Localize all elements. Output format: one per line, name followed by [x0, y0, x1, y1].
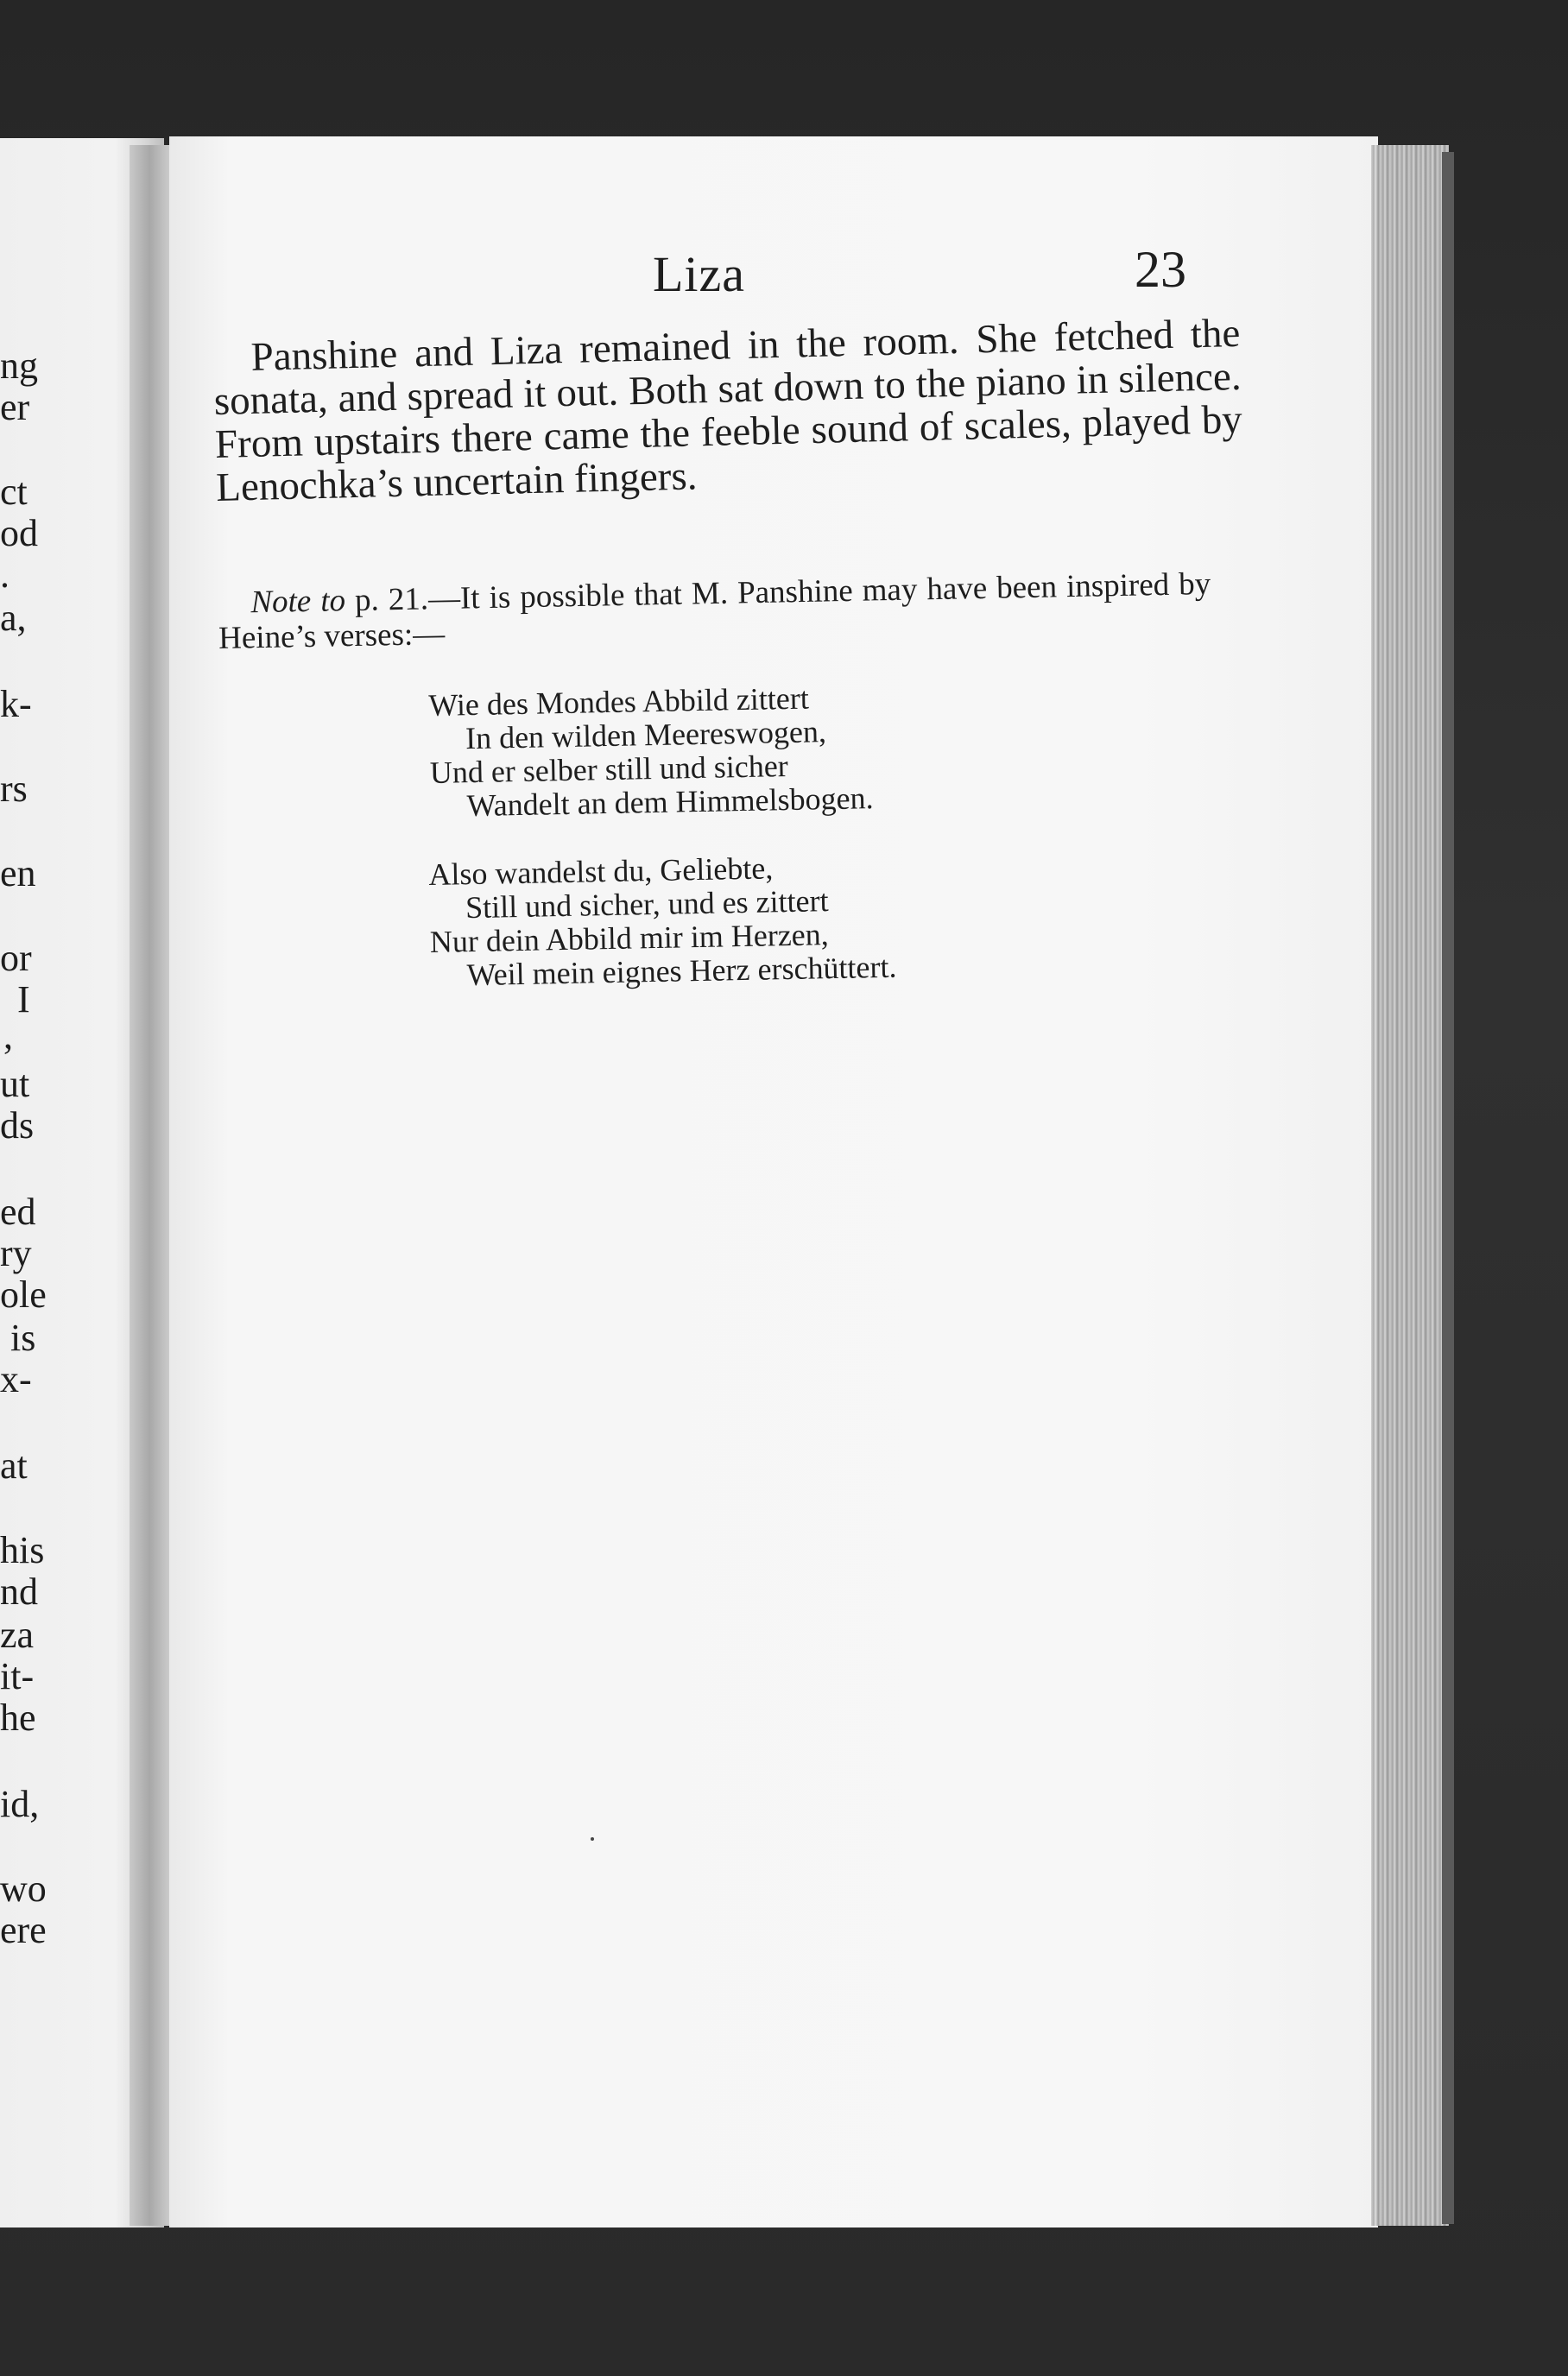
left-page-fragment: or: [0, 937, 32, 979]
verse-line: Weil mein eignes Herz erschüttert.: [466, 949, 897, 993]
left-page-fragment: he: [0, 1697, 36, 1739]
book-gutter: [130, 145, 174, 2226]
verse-line: Also wandelst du, Geliebte,: [427, 850, 774, 892]
footnote-text: p. 21.—It is possible that M. Panshine may have been inspired by Heine’s verses:—: [218, 566, 1211, 656]
left-page-fragment: en: [0, 852, 36, 894]
left-page-fragment: .: [0, 553, 9, 596]
left-page-fragment: ed: [0, 1191, 36, 1233]
left-page-fragment: is: [10, 1317, 36, 1359]
verse-stanza-2: [428, 845, 1122, 993]
left-page-fragment: ut: [0, 1063, 30, 1105]
left-page-fragment: I: [17, 978, 30, 1021]
footnote-label: Note to: [250, 583, 346, 621]
left-page-fragment: ,: [3, 1014, 13, 1057]
verse-line: Und er selber still und sicher: [429, 749, 789, 790]
left-page-fragment: a,: [0, 597, 27, 639]
verse-stanza-1: [428, 676, 1122, 824]
book-fore-edge: [1371, 145, 1449, 2226]
left-page-fragment: it-: [0, 1655, 35, 1697]
left-page-fragment: ole: [0, 1273, 47, 1316]
left-page-fragment: k-: [0, 683, 32, 725]
left-page-fragment: his: [0, 1529, 45, 1571]
left-page-fragment: x-: [0, 1358, 32, 1400]
book-edge-shadow: [1442, 152, 1454, 2224]
left-page-fragment: rs: [0, 768, 28, 810]
left-page-fragment: id,: [0, 1783, 40, 1825]
running-head: Liza: [653, 246, 746, 302]
dust-speck: [591, 1837, 594, 1841]
footnote: [218, 566, 1211, 656]
verse-line: Wie des Mondes Abbild zittert: [427, 680, 810, 723]
left-page-fragment: nd: [0, 1570, 38, 1613]
current-page: [169, 136, 1378, 2228]
left-page-fragment: er: [0, 386, 30, 428]
left-page-fragment: at: [0, 1444, 28, 1487]
left-page-fragment: ere: [0, 1909, 47, 1951]
left-page-fragment: ry: [0, 1232, 32, 1274]
left-page-fragment: ds: [0, 1104, 35, 1147]
left-page-fragment: ng: [0, 344, 38, 387]
verse-line: Still und sicher, und es zittert: [465, 883, 829, 926]
left-page-fragment: za: [0, 1614, 35, 1656]
left-page-fragment: ct: [0, 471, 28, 513]
verse-line: Wandelt an dem Himmelsbogen.: [466, 780, 874, 824]
page-number: 23: [1135, 241, 1186, 298]
body-paragraph: Panshine and Liza remained in the room. She fetched the sonata, and spread it out. Both sat down to the piano in silence. From upstairs there came the feeble sound of scales, played by Lenochka’s uncertain fingers.: [213, 310, 1243, 510]
left-page-fragment: wo: [0, 1867, 47, 1910]
page-content: [169, 136, 1378, 2228]
left-page-fragment: od: [0, 512, 38, 554]
verse-line: In den wilden Meereswogen,: [465, 714, 827, 756]
verse-line: Nur dein Abbild mir im Herzen,: [429, 917, 830, 959]
